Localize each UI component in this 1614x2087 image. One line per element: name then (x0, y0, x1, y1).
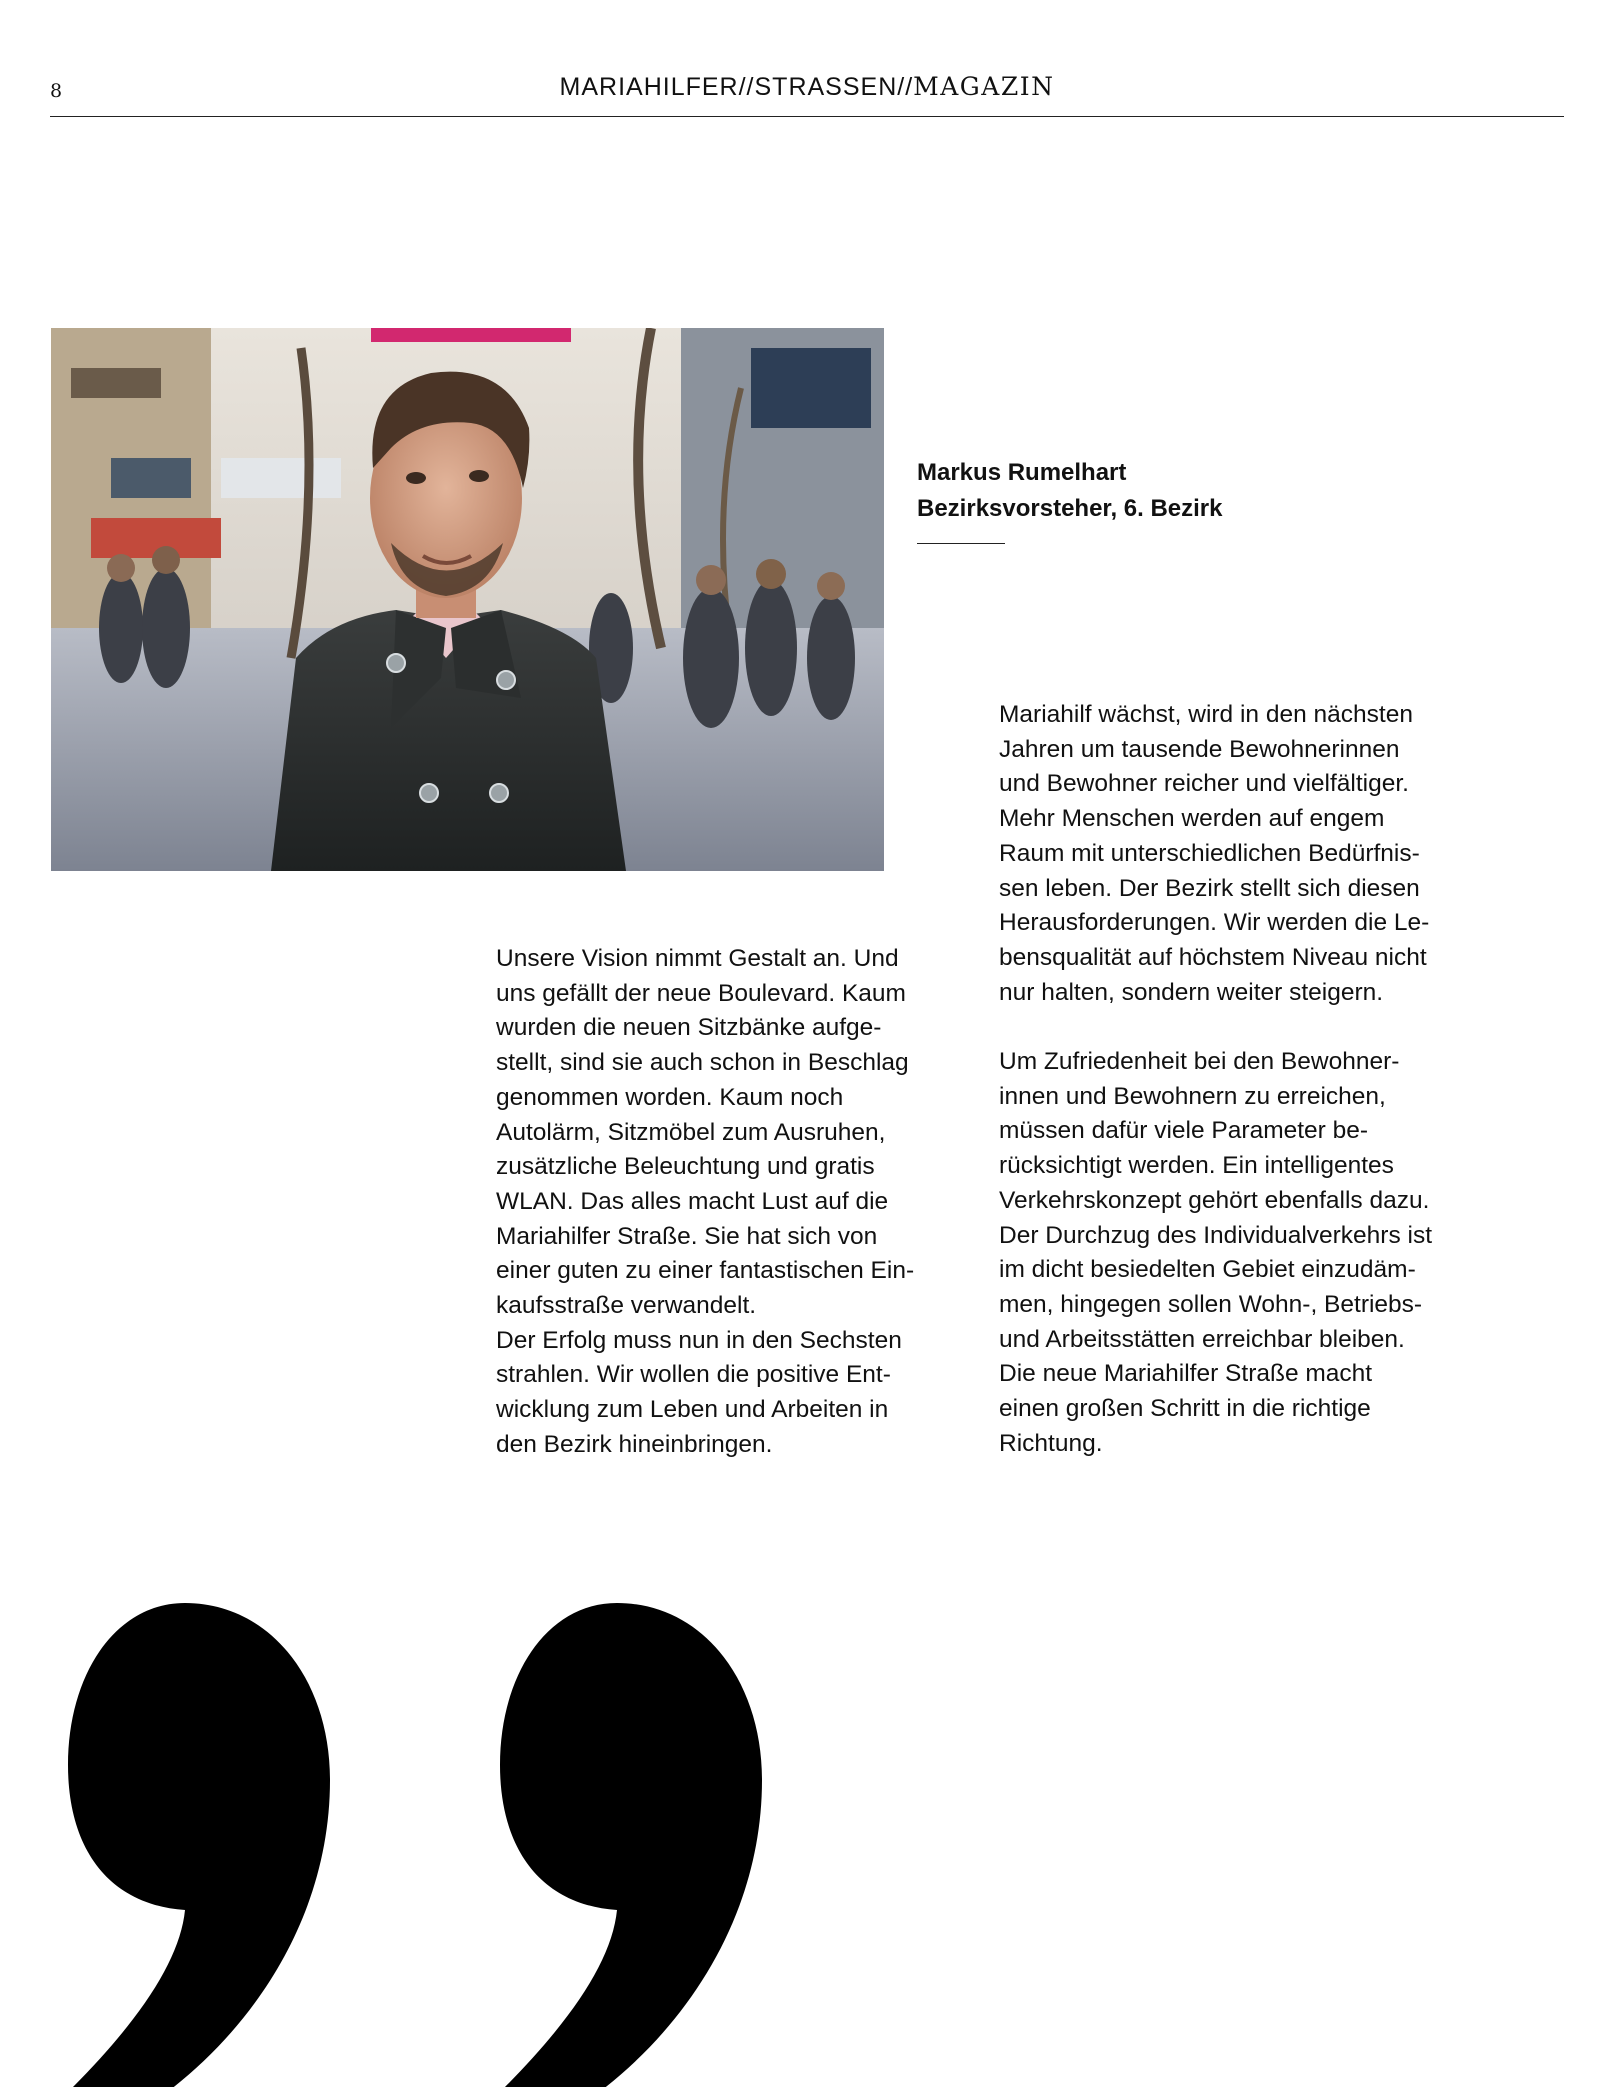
caption-role: Bezirksvorsteher, 6. Bezirk (917, 495, 1223, 522)
text-line: men, hingegen sollen Wohn-, Betriebs- (999, 1290, 1423, 1318)
text-line: stellt, sind sie auch schon in Beschlag (496, 1049, 909, 1077)
caption-name: Markus Rumelhart (917, 459, 1127, 486)
masthead-part-1: MARIAHILFER// (559, 73, 755, 101)
text-line: und Bewohner reicher und vielfältiger. (999, 770, 1409, 798)
text-line: Jahren um tausende Bewohnerinnen (999, 735, 1400, 763)
text-line: den Bezirk hineinbringen. (496, 1430, 773, 1458)
text-line: rücksichtigt werden. Ein intelligentes (999, 1152, 1394, 1180)
text-line: Herausforderungen. Wir werden die Le- (999, 909, 1430, 937)
text-line: wicklung zum Leben und Arbeiten in (496, 1396, 889, 1424)
text-line: innen und Bewohnern zu erreichen, (999, 1082, 1386, 1110)
text-line: kaufsstraße verwandelt. (496, 1292, 757, 1320)
article-column-right (999, 698, 1469, 1461)
masthead-part-2: STRASSEN// (754, 73, 914, 101)
text-line: Unsere Vision nimmt Gestalt an. Und (496, 945, 899, 972)
text-line: Mehr Menschen werden auf engem (999, 805, 1385, 833)
header-divider (50, 116, 1564, 117)
text-line: strahlen. Wir wollen die positive Ent- (496, 1361, 891, 1389)
text-line: Mariahilf wächst, wird in den nächsten (999, 701, 1413, 728)
portrait-caption (917, 455, 1223, 527)
text-line: WLAN. Das alles macht Lust auf die (496, 1187, 889, 1215)
page-number: 8 (50, 80, 63, 102)
text-line: nur halten, sondern weiter steigern. (999, 978, 1384, 1006)
text-line: müssen dafür viele Parameter be- (999, 1117, 1369, 1145)
caption-divider (917, 543, 1005, 544)
text-line: Autolärm, Sitzmöbel zum Ausruhen, (496, 1118, 886, 1146)
text-line: sen leben. Der Bezirk stellt sich diesen (999, 874, 1420, 902)
article-column-left (496, 942, 966, 1463)
text-line: Raum mit unterschiedlichen Bedürfnis- (999, 839, 1420, 867)
text-line: Der Durchzug des Individualverkehrs ist (999, 1221, 1433, 1249)
text-line: Um Zufriedenheit bei den Bewohner- (999, 1048, 1400, 1076)
text-line: bensqualität auf höchstem Niveau nicht (999, 943, 1427, 971)
paragraph-1 (999, 698, 1469, 1010)
masthead-part-3: MAGAZIN (913, 72, 1055, 101)
text-line: einen großen Schritt in die richtige (999, 1395, 1371, 1423)
text-line: genommen worden. Kaum noch (496, 1083, 844, 1111)
text-line: im dicht besiedelten Gebiet einzudäm- (999, 1256, 1416, 1284)
text-line: Der Erfolg muss nun in den Sechsten (496, 1326, 902, 1354)
text-line: wurden die neuen Sitzbänke aufge- (496, 1014, 882, 1042)
closing-quotation-mark-icon (30, 1590, 790, 2087)
text-line: Mariahilfer Straße. Sie hat sich von (496, 1222, 878, 1250)
text-line: Verkehrskonzept gehört ebenfalls dazu. (999, 1186, 1430, 1214)
text-line: uns gefällt der neue Boulevard. Kaum (496, 979, 906, 1007)
text-line: einer guten zu einer fantastischen Ein- (496, 1257, 915, 1285)
text-line: Richtung. (999, 1429, 1103, 1457)
text-line: Die neue Mariahilfer Straße macht (999, 1360, 1373, 1388)
text-line: zusätzliche Beleuchtung und gratis (496, 1153, 875, 1181)
text-line: und Arbeitsstätten erreichbar bleiben. (999, 1325, 1405, 1353)
paragraph-2 (999, 1045, 1469, 1461)
portrait-photo (51, 328, 884, 871)
magazine-masthead (0, 72, 1614, 102)
